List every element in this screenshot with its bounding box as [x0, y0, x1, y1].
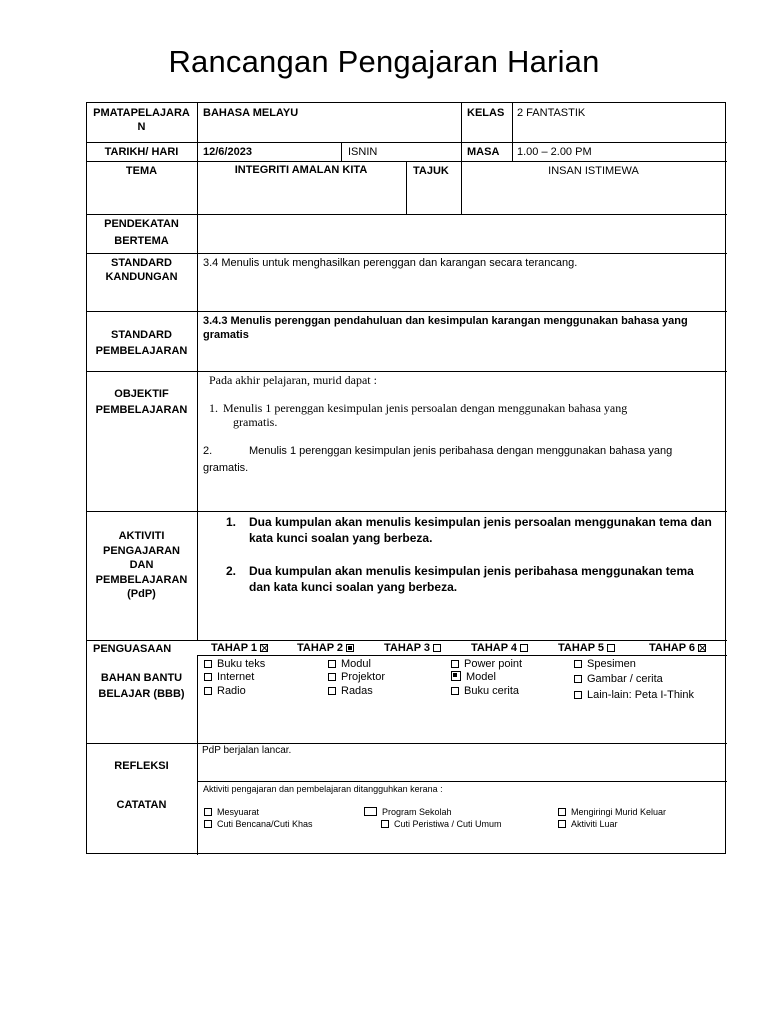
catatan-aktiviti-luar[interactable] — [558, 817, 618, 831]
subject-label-line1: PMATAPELAJARA — [93, 107, 190, 119]
bbb-projektor[interactable] — [328, 670, 385, 684]
class-label: KELAS — [467, 107, 505, 119]
subject-label — [87, 106, 196, 134]
catatan-cuti-bencana-checkbox[interactable] — [204, 820, 212, 828]
bbb-gambar-checkbox[interactable] — [574, 675, 582, 683]
objektif-label-line2: PEMBELAJARAN — [95, 404, 188, 416]
catatan-cuti-peristiwa[interactable] — [381, 817, 502, 831]
catatan-cuti-bencana[interactable] — [204, 817, 313, 831]
sk-label-line1: STANDARD — [111, 257, 172, 269]
catatan-mesyuarat-label: Mesyuarat — [217, 807, 260, 817]
sp-label-line2: PEMBELAJARAN — [95, 345, 188, 357]
theme-label: TEMA — [125, 165, 158, 177]
bbb-radio-label: Radio — [217, 685, 246, 697]
objektif-1-line1: Menulis 1 perenggan kesimpulan jenis persoalan dengan menggunakan bahasa yang — [223, 401, 628, 415]
objektif-label-line1: OBJEKTIF — [114, 388, 169, 400]
tahap-6-label: TAHAP 6 — [649, 642, 696, 654]
bbb-label-line1: BAHAN BANTU — [100, 672, 183, 684]
tahap-1[interactable] — [211, 641, 273, 655]
refleksi-label: REFLEKSI — [114, 760, 169, 772]
time-label: MASA — [467, 146, 500, 158]
objektif-1-num: 1. — [209, 401, 218, 415]
catatan-mesyuarat-checkbox[interactable] — [204, 808, 212, 816]
bbb-spesimen-checkbox[interactable] — [574, 660, 582, 668]
catatan-cuti-bencana-label: Cuti Bencana/Cuti Khas — [217, 819, 313, 829]
sp-value-line1: 3.4.3 Menulis perenggan pendahuluan dan kesimpulan karangan menggunakan bahasa yang — [203, 315, 688, 327]
aktiviti-1-line1: Dua kumpulan akan menulis kesimpulan jenis persoalan menggunakan tema dan — [249, 515, 712, 529]
bbb-buku-teks-label: Buku teks — [217, 658, 266, 670]
sp-value — [203, 314, 688, 342]
aktiviti-2-line1: Dua kumpulan akan menulis kesimpulan jenis peribahasa menggunakan tema — [249, 564, 694, 578]
sp-label — [87, 328, 196, 358]
bbb-model-label: Model — [466, 671, 496, 683]
catatan-cuti-peristiwa-label: Cuti Peristiwa / Cuti Umum — [394, 819, 502, 829]
tahap-3-label: TAHAP 3 — [384, 642, 431, 654]
aktiviti-label-line2: PENGAJARAN — [102, 544, 180, 557]
bbb-label-line2: BELAJAR (BBB) — [98, 688, 185, 700]
page-title: Rancangan Pengajaran Harian — [168, 44, 600, 79]
bbb-buku-cerita[interactable] — [451, 684, 519, 698]
pendekatan-line1: PENDEKATAN — [104, 218, 179, 230]
time-value: 1.00 – 2.00 PM — [517, 146, 592, 158]
tahap-4-checkbox[interactable] — [520, 644, 528, 652]
tahap-2-checkbox[interactable] — [346, 644, 354, 652]
aktiviti-label-line3: DAN — [129, 559, 154, 571]
bbb-gambar-label: Gambar / cerita — [587, 673, 663, 685]
sk-label — [87, 256, 196, 284]
bbb-power-point[interactable] — [451, 657, 522, 671]
refleksi-value: PdP berjalan lancar. — [202, 745, 292, 756]
catatan-mengiringi-label: Mengiringi Murid Keluar — [571, 807, 667, 817]
pendekatan-line2: BERTEMA — [114, 235, 169, 247]
tahap-2[interactable] — [297, 641, 359, 655]
subject-label-line2: N — [137, 121, 146, 133]
catatan-program-sekolah-checkbox[interactable] — [364, 807, 377, 816]
sk-label-line2: KANDUNGAN — [105, 271, 178, 283]
aktiviti-label-line1: AKTIVITI — [118, 530, 165, 542]
aktiviti-1-line2: kata kunci soalan yang berbeza. — [249, 531, 433, 545]
bbb-radas-checkbox[interactable] — [328, 687, 336, 695]
bbb-radas[interactable] — [328, 684, 373, 698]
objektif-2-line1: Menulis 1 perenggan kesimpulan jenis peribahasa dengan menggunakan bahasa yang — [249, 445, 673, 457]
sp-label-line1: STANDARD — [111, 329, 172, 341]
theme-value: INTEGRITI AMALAN KITA — [234, 164, 368, 176]
bbb-label — [87, 671, 196, 701]
tahap-5-label: TAHAP 5 — [558, 642, 605, 654]
bbb-radio-checkbox[interactable] — [204, 687, 212, 695]
aktiviti-2 — [249, 563, 694, 595]
tahap-6-checkbox[interactable] — [698, 644, 706, 652]
objektif-2-num: 2. — [203, 445, 213, 457]
tahap-6[interactable] — [649, 641, 711, 655]
aktiviti-label-line4: PEMBELAJARAN — [95, 573, 188, 586]
bbb-projektor-checkbox[interactable] — [328, 673, 336, 681]
subject-value: BAHASA MELAYU — [203, 107, 299, 119]
aktiviti-label-line5: (PdP) — [127, 588, 156, 600]
bbb-internet[interactable] — [204, 670, 254, 684]
topic-value: INSAN ISTIMEWA — [548, 165, 639, 177]
bbb-buku-teks[interactable] — [204, 657, 265, 671]
bbb-spesimen-label: Spesimen — [587, 658, 636, 670]
bbb-radas-label: Radas — [341, 685, 373, 697]
bbb-gambar[interactable] — [574, 672, 663, 686]
aktiviti-2-num: 2. — [226, 564, 237, 578]
bbb-spesimen[interactable] — [574, 657, 636, 671]
date-label: TARIKH/ HARI — [104, 146, 179, 158]
bbb-lain-lain-label: Lain-lain: Peta I-Think — [587, 689, 694, 701]
day-value: ISNIN — [348, 146, 378, 158]
bbb-modul-checkbox[interactable] — [328, 660, 336, 668]
bbb-buku-cerita-checkbox[interactable] — [451, 687, 459, 695]
bbb-model[interactable] — [451, 670, 496, 684]
aktiviti-label — [87, 529, 196, 602]
catatan-program-sekolah-label: Program Sekolah — [382, 807, 452, 817]
objektif-intro: Pada akhir pelajaran, murid dapat : — [209, 373, 377, 387]
catatan-cuti-peristiwa-checkbox[interactable] — [381, 820, 389, 828]
sk-value: 3.4 Menulis untuk menghasilkan perenggan dan karangan secara terancang. — [203, 257, 578, 269]
sp-value-line2: gramatis — [203, 329, 249, 341]
penguasaan-label: PENGUASAAN — [93, 643, 172, 655]
bbb-modul-label: Modul — [341, 658, 371, 670]
tahap-3[interactable] — [384, 641, 446, 655]
aktiviti-1-num: 1. — [226, 515, 237, 529]
pendekatan-label — [87, 217, 196, 248]
bbb-radio[interactable] — [204, 684, 246, 698]
bbb-lain-lain[interactable] — [574, 688, 694, 702]
bbb-internet-label: Internet — [217, 671, 255, 683]
objektif-2-line2: gramatis. — [203, 462, 249, 474]
tahap-1-label: TAHAP 1 — [211, 642, 258, 654]
bbb-projektor-label: Projektor — [341, 671, 386, 683]
aktiviti-2-line2: dan kata kunci soalan yang berbeza. — [249, 580, 458, 594]
bbb-buku-cerita-label: Buku cerita — [464, 685, 520, 697]
objektif-1-line2: gramatis. — [233, 415, 278, 429]
bbb-lain-lain-checkbox[interactable] — [574, 691, 582, 699]
bbb-power-point-checkbox[interactable] — [451, 660, 459, 668]
tahap-3-checkbox[interactable] — [433, 644, 441, 652]
bbb-model-checkbox[interactable] — [451, 671, 461, 681]
bbb-power-point-label: Power point — [464, 658, 523, 670]
catatan-mengiringi-checkbox[interactable] — [558, 808, 566, 816]
class-value: 2 FANTASTIK — [517, 107, 586, 119]
catatan-aktiviti-luar-label: Aktiviti Luar — [571, 819, 618, 829]
tahap-4-label: TAHAP 4 — [471, 642, 518, 654]
tahap-4[interactable] — [471, 641, 533, 655]
bbb-buku-teks-checkbox[interactable] — [204, 660, 212, 668]
date-value: 12/6/2023 — [203, 146, 252, 158]
lesson-plan-table — [86, 102, 726, 854]
aktiviti-1 — [249, 514, 712, 546]
topic-label: TAJUK — [413, 165, 449, 177]
catatan-intro: Aktiviti pengajaran dan pembelajaran ditangguhkan kerana : — [203, 784, 443, 794]
bbb-internet-checkbox[interactable] — [204, 673, 212, 681]
tahap-5-checkbox[interactable] — [607, 644, 615, 652]
bbb-modul[interactable] — [328, 657, 371, 671]
tahap-1-checkbox[interactable] — [260, 644, 268, 652]
tahap-5[interactable] — [558, 641, 620, 655]
objektif-label — [87, 387, 196, 417]
catatan-label: CATATAN — [116, 799, 167, 811]
catatan-aktiviti-luar-checkbox[interactable] — [558, 820, 566, 828]
tahap-2-label: TAHAP 2 — [297, 642, 344, 654]
